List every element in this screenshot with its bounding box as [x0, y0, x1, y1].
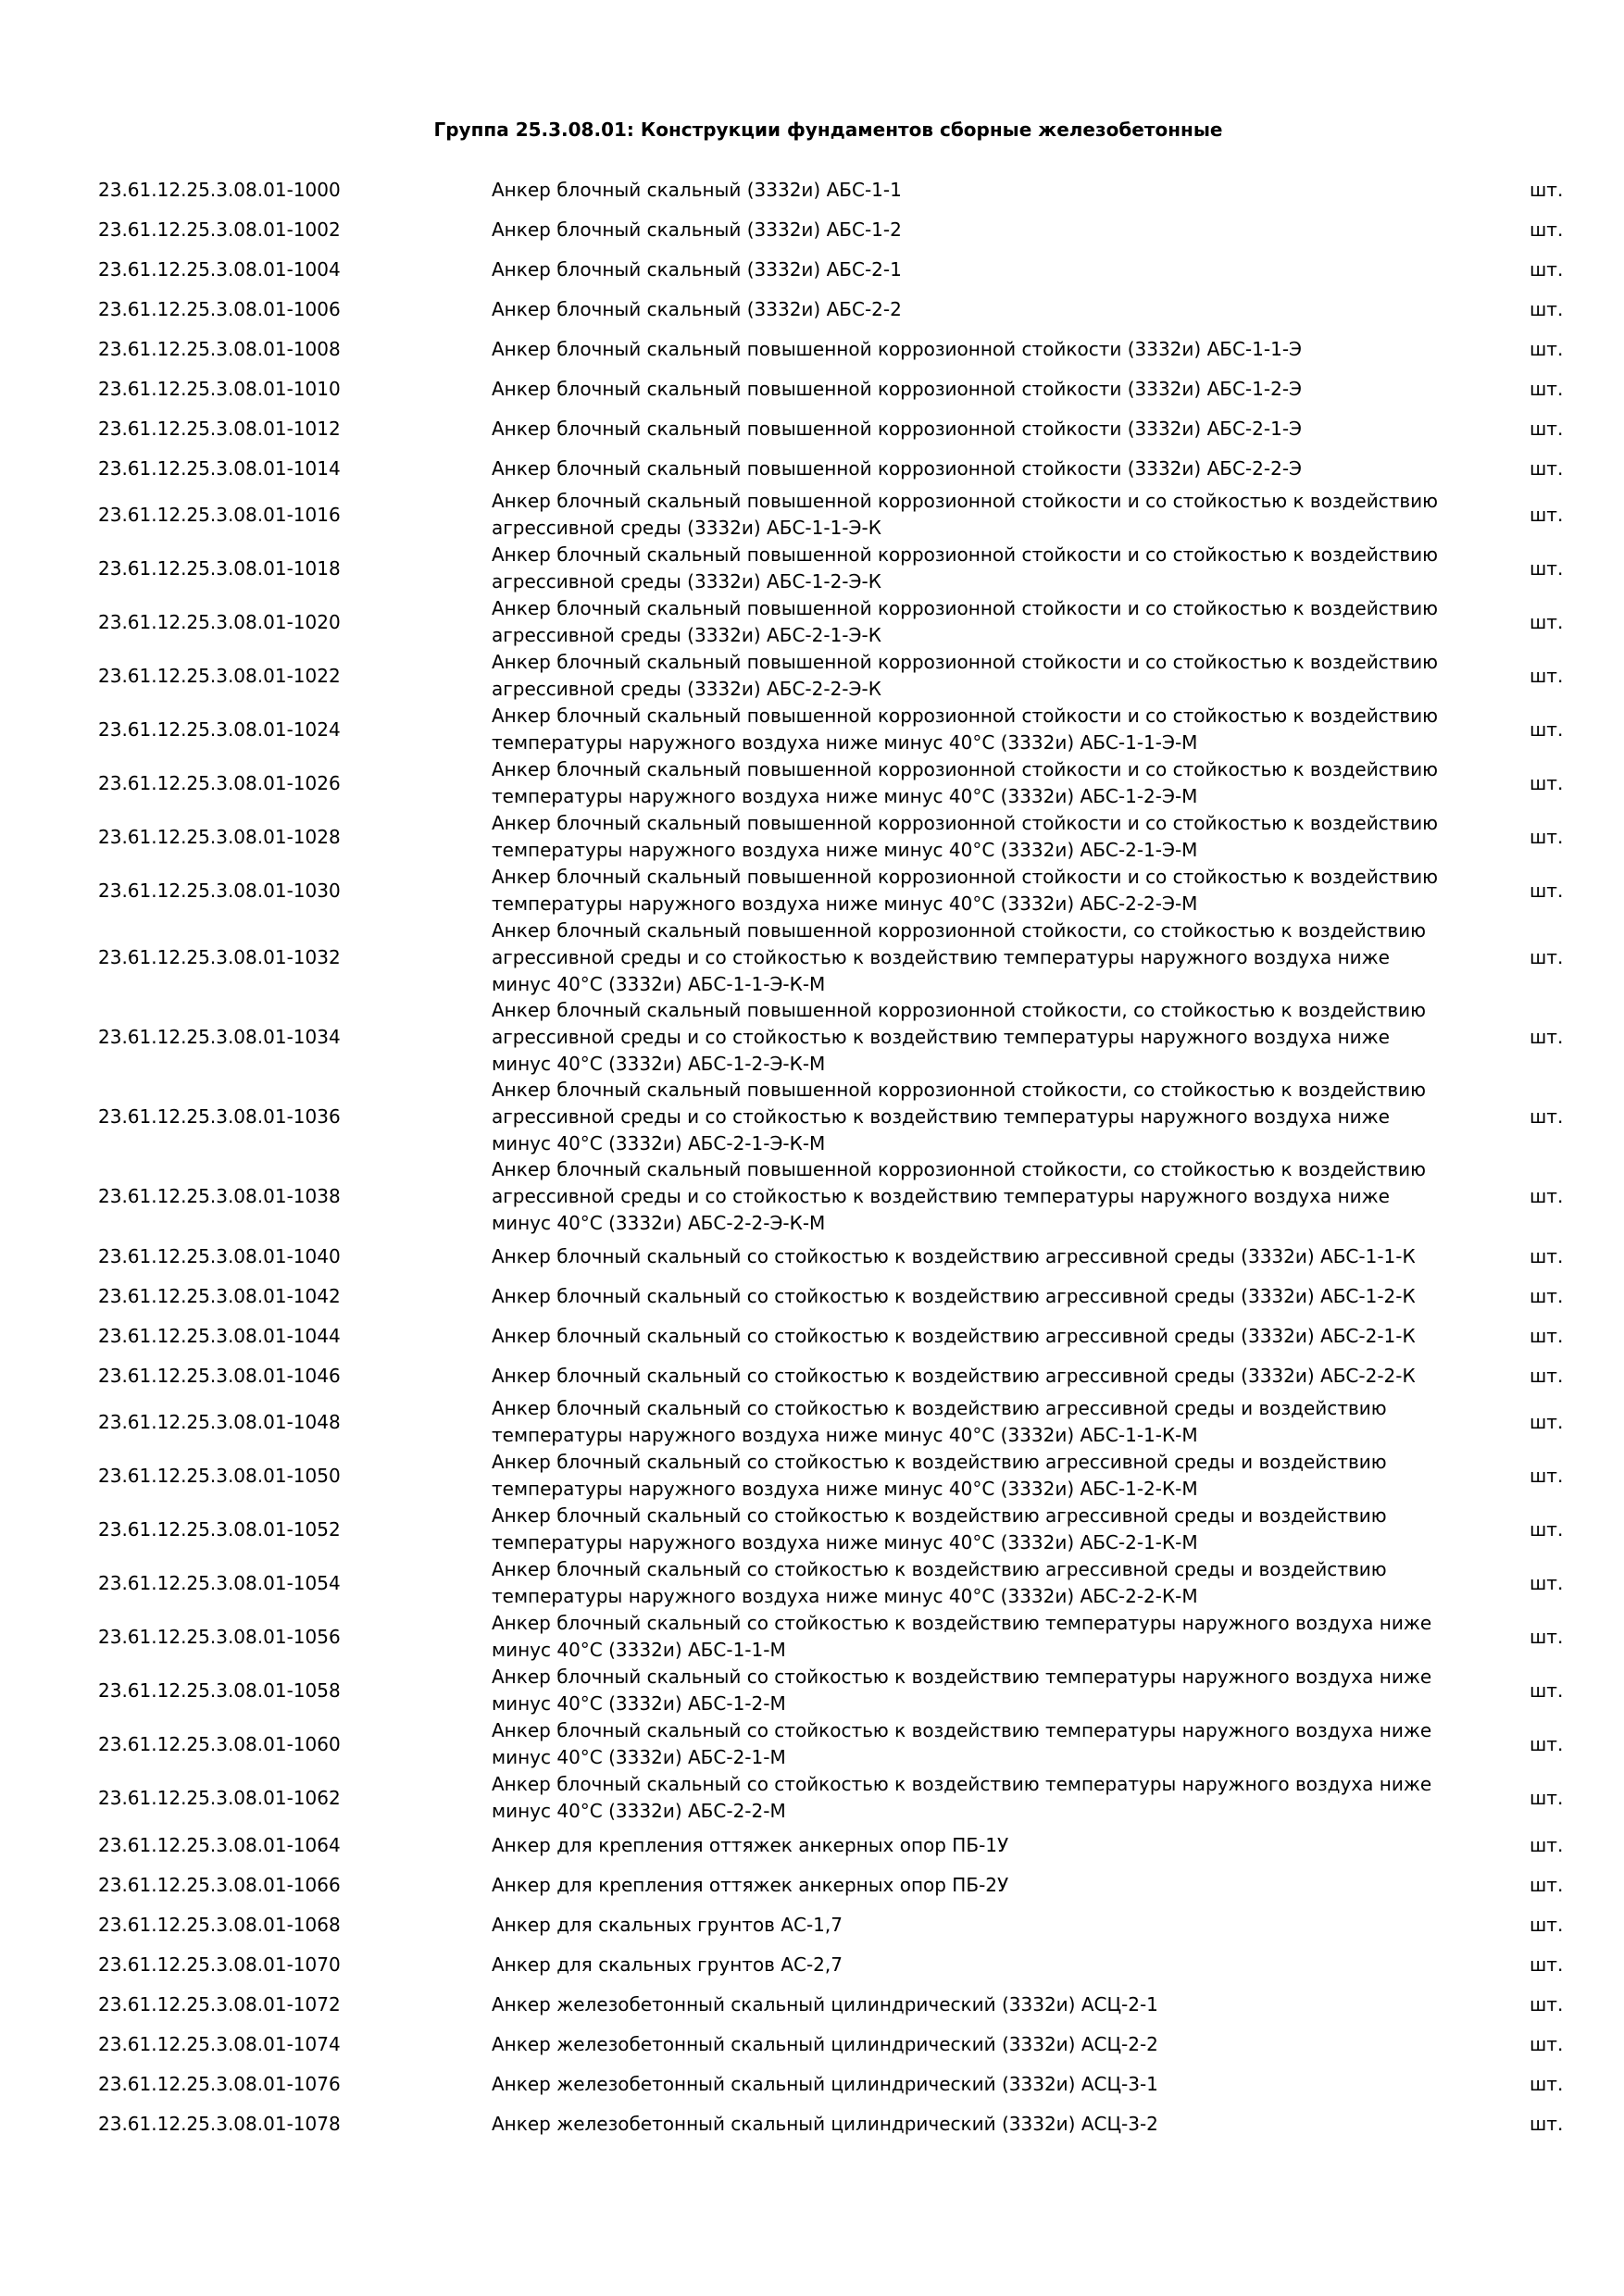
resource-name: Анкер блочный скальный со стойкостью к воздействию агрессивной среды и воздействию температуры наружного воздуха ниже минус 40°С (3332и) АБС-1-2-К-М: [492, 1451, 1387, 1500]
table-row: [0, 1717, 1624, 1771]
resource-name: Анкер блочный скальный повышенной коррозионной стойкости, со стойкостью к воздействию агрессивной среды и со стойкостью к воздействию температуры наружного воздуха ниже минус 40°С (3332и) АБС-2-1-Э-К-М: [492, 1078, 1426, 1154]
resource-unit: шт.: [1530, 456, 1564, 480]
resource-unit: шт.: [1530, 377, 1564, 400]
resource-unit: шт.: [1530, 2112, 1564, 2135]
resource-code: 23.61.12.25.3.08.01-1040: [98, 1244, 341, 1267]
resource-name: Анкер железобетонный скальный цилиндрический (3332и) АСЦ-3-2: [492, 2112, 1158, 2135]
table-row: [0, 1077, 1624, 1156]
resource-name: Анкер блочный скальный со стойкостью к воздействию агрессивной среды (3332и) АБС-1-1-К: [492, 1244, 1416, 1267]
table-row: [0, 1503, 1624, 1556]
resource-code: 23.61.12.25.3.08.01-1004: [98, 257, 341, 281]
resource-name: Анкер блочный скальный повышенной коррозионной стойкости, со стойкостью к воздействию агрессивной среды и со стойкостью к воздействию температуры наружного воздуха ниже минус 40°С (3332и) АБС-1-1-Э-К-М: [492, 918, 1426, 995]
resource-name: Анкер блочный скальный повышенной коррозионной стойкости и со стойкостью к воздействию агрессивной среды (3332и) АБС-1-1-Э-К: [492, 490, 1438, 539]
table-row: [0, 1984, 1624, 2024]
resource-name: Анкер блочный скальный со стойкостью к воздействию температуры наружного воздуха ниже минус 40°С (3332и) АБС-1-2-М: [492, 1666, 1432, 1715]
resource-unit: шт.: [1530, 417, 1564, 440]
resource-unit: шт.: [1530, 1324, 1564, 1347]
table-row: [0, 1944, 1624, 1984]
resource-code: 23.61.12.25.3.08.01-1044: [98, 1324, 341, 1347]
resource-code: 23.61.12.25.3.08.01-1062: [98, 1787, 341, 1809]
table-row: [0, 1276, 1624, 1316]
resource-code: 23.61.12.25.3.08.01-1066: [98, 1873, 341, 1896]
table-row: [0, 169, 1624, 209]
resource-name: Анкер блочный скальный повышенной коррозионной стойкости (3332и) АБС-2-1-Э: [492, 417, 1302, 440]
resource-unit: шт.: [1530, 297, 1564, 320]
table-row: [0, 1825, 1624, 1865]
table-row: [0, 703, 1624, 756]
resource-name: Анкер блочный скальный со стойкостью к воздействию агрессивной среды (3332и) АБС-2-2-К: [492, 1364, 1416, 1387]
table-row: [0, 997, 1624, 1077]
resource-name: Анкер блочный скальный со стойкостью к воздействию агрессивной среды и воздействию температуры наружного воздуха ниже минус 40°С (3332и) АБС-2-2-К-М: [492, 1558, 1387, 1607]
resource-code: 23.61.12.25.3.08.01-1074: [98, 2032, 341, 2055]
resource-code: 23.61.12.25.3.08.01-1038: [98, 1185, 341, 1207]
resource-unit: шт.: [1530, 1185, 1564, 1207]
resource-code: 23.61.12.25.3.08.01-1050: [98, 1465, 341, 1487]
table-row: [0, 1316, 1624, 1355]
resource-name: Анкер блочный скальный повышенной коррозионной стойкости и со стойкостью к воздействию температуры наружного воздуха ниже минус 40°С (3332и) АБС-2-1-Э-М: [492, 812, 1438, 861]
resource-unit: шт.: [1530, 1411, 1564, 1433]
resource-name: Анкер блочный скальный со стойкостью к воздействию температуры наружного воздуха ниже минус 40°С (3332и) АБС-2-2-М: [492, 1773, 1432, 1822]
resource-name: Анкер железобетонный скальный цилиндрический (3332и) АСЦ-2-1: [492, 1992, 1158, 2015]
resource-name: Анкер блочный скальный повышенной коррозионной стойкости и со стойкостью к воздействию температуры наружного воздуха ниже минус 40°С (3332и) АБС-2-2-Э-М: [492, 866, 1438, 915]
resource-name: Анкер блочный скальный повышенной коррозионной стойкости и со стойкостью к воздействию агрессивной среды (3332и) АБС-1-2-Э-К: [492, 543, 1438, 593]
resource-name: Анкер блочный скальный повышенной коррозионной стойкости и со стойкостью к воздействию температуры наружного воздуха ниже минус 40°С (3332и) АБС-1-2-Э-М: [492, 758, 1438, 807]
resource-unit: шт.: [1530, 1518, 1564, 1541]
resource-code: 23.61.12.25.3.08.01-1056: [98, 1626, 341, 1648]
resource-name: Анкер блочный скальный повышенной коррозионной стойкости, со стойкостью к воздействию агрессивной среды и со стойкостью к воздействию температуры наружного воздуха ниже минус 40°С (3332и) АБС-1-2-Э-К-М: [492, 998, 1426, 1075]
resource-code: 23.61.12.25.3.08.01-1018: [98, 557, 341, 580]
resource-unit: шт.: [1530, 665, 1564, 687]
resource-unit: шт.: [1530, 1992, 1564, 2015]
resource-unit: шт.: [1530, 1626, 1564, 1648]
table-row: [0, 1664, 1624, 1717]
table-row: [0, 810, 1624, 864]
resource-name: Анкер блочный скальный со стойкостью к воздействию агрессивной среды (3332и) АБС-2-1-К: [492, 1324, 1416, 1347]
resource-name: Анкер блочный скальный со стойкостью к воздействию температуры наружного воздуха ниже минус 40°С (3332и) АБС-1-1-М: [492, 1612, 1432, 1661]
resource-unit: шт.: [1530, 611, 1564, 633]
resource-code: 23.61.12.25.3.08.01-1028: [98, 826, 341, 848]
resource-unit: шт.: [1530, 1284, 1564, 1307]
resource-code: 23.61.12.25.3.08.01-1072: [98, 1992, 341, 2015]
table-row: [0, 1156, 1624, 1236]
resource-unit: шт.: [1530, 2072, 1564, 2095]
resource-name: Анкер блочный скальный повышенной коррозионной стойкости (3332и) АБС-1-1-Э: [492, 337, 1302, 360]
table-row: [0, 1904, 1624, 1944]
resource-code: 23.61.12.25.3.08.01-1022: [98, 665, 341, 687]
resource-code: 23.61.12.25.3.08.01-1042: [98, 1284, 341, 1307]
resource-code: 23.61.12.25.3.08.01-1014: [98, 456, 341, 480]
table-row: [0, 1395, 1624, 1449]
table-row: [0, 2103, 1624, 2143]
resource-name: Анкер блочный скальный со стойкостью к воздействию агрессивной среды (3332и) АБС-1-2-К: [492, 1284, 1416, 1307]
table-row: [0, 1449, 1624, 1503]
resource-name: Анкер блочный скальный со стойкостью к воздействию температуры наружного воздуха ниже минус 40°С (3332и) АБС-2-1-М: [492, 1719, 1432, 1768]
resource-name: Анкер блочный скальный повышенной коррозионной стойкости (3332и) АБС-1-2-Э: [492, 377, 1302, 400]
table-row: [0, 2064, 1624, 2103]
resource-unit: шт.: [1530, 718, 1564, 741]
resource-code: 23.61.12.25.3.08.01-1048: [98, 1411, 341, 1433]
resource-unit: шт.: [1530, 2032, 1564, 2055]
resource-code: 23.61.12.25.3.08.01-1020: [98, 611, 341, 633]
table-row: [0, 1556, 1624, 1610]
resource-unit: шт.: [1530, 1105, 1564, 1128]
resource-name: Анкер для скальных грунтов АС-2,7: [492, 1953, 843, 1976]
resource-name: Анкер блочный скальный со стойкостью к воздействию агрессивной среды и воздействию температуры наружного воздуха ниже минус 40°С (3332и) АБС-1-1-К-М: [492, 1397, 1387, 1446]
resource-unit: шт.: [1530, 178, 1564, 201]
resource-name: Анкер блочный скальный (3332и) АБС-2-2: [492, 297, 902, 320]
resource-code: 23.61.12.25.3.08.01-1076: [98, 2072, 341, 2095]
table-row: [0, 756, 1624, 810]
resource-code: 23.61.12.25.3.08.01-1006: [98, 297, 341, 320]
resource-unit: шт.: [1530, 1364, 1564, 1387]
table-row: [0, 1355, 1624, 1395]
resource-code: 23.61.12.25.3.08.01-1046: [98, 1364, 341, 1387]
resource-unit: шт.: [1530, 1733, 1564, 1755]
resource-code: 23.61.12.25.3.08.01-1078: [98, 2112, 341, 2135]
resource-code: 23.61.12.25.3.08.01-1058: [98, 1679, 341, 1702]
resource-code: 23.61.12.25.3.08.01-1024: [98, 718, 341, 741]
resource-name: Анкер блочный скальный повышенной коррозионной стойкости (3332и) АБС-2-2-Э: [492, 456, 1302, 480]
table-row: [0, 649, 1624, 703]
resource-unit: шт.: [1530, 826, 1564, 848]
resource-code: 23.61.12.25.3.08.01-1070: [98, 1953, 341, 1976]
resource-unit: шт.: [1530, 1787, 1564, 1809]
resource-name: Анкер блочный скальный (3332и) АБС-1-2: [492, 218, 902, 241]
table-row: [0, 408, 1624, 448]
resource-table: [0, 169, 1624, 2143]
table-row: [0, 329, 1624, 368]
table-row: [0, 368, 1624, 408]
resource-code: 23.61.12.25.3.08.01-1002: [98, 218, 341, 241]
resource-name: Анкер железобетонный скальный цилиндрический (3332и) АСЦ-3-1: [492, 2072, 1158, 2095]
resource-unit: шт.: [1530, 1913, 1564, 1936]
table-row: [0, 1236, 1624, 1276]
resource-name: Анкер железобетонный скальный цилиндрический (3332и) АСЦ-2-2: [492, 2032, 1158, 2055]
resource-name: Анкер блочный скальный повышенной коррозионной стойкости и со стойкостью к воздействию температуры наружного воздуха ниже минус 40°С (3332и) АБС-1-1-Э-М: [492, 705, 1438, 754]
table-row: [0, 864, 1624, 917]
resource-name: Анкер блочный скальный повышенной коррозионной стойкости и со стойкостью к воздействию агрессивной среды (3332и) АБС-2-1-Э-К: [492, 597, 1438, 646]
table-row: [0, 1610, 1624, 1664]
resource-unit: шт.: [1530, 1244, 1564, 1267]
resource-unit: шт.: [1530, 772, 1564, 794]
resource-code: 23.61.12.25.3.08.01-1060: [98, 1733, 341, 1755]
resource-unit: шт.: [1530, 1026, 1564, 1048]
resource-unit: шт.: [1530, 1873, 1564, 1896]
resource-code: 23.61.12.25.3.08.01-1032: [98, 946, 341, 968]
resource-unit: шт.: [1530, 946, 1564, 968]
table-row: [0, 249, 1624, 289]
resource-code: 23.61.12.25.3.08.01-1012: [98, 417, 341, 440]
resource-code: 23.61.12.25.3.08.01-1054: [98, 1572, 341, 1594]
table-row: [0, 209, 1624, 249]
table-row: [0, 488, 1624, 542]
resource-name: Анкер для крепления оттяжек анкерных опор ПБ-2У: [492, 1873, 1009, 1896]
table-row: [0, 542, 1624, 595]
table-row: [0, 2024, 1624, 2064]
resource-name: Анкер блочный скальный (3332и) АБС-1-1: [492, 178, 902, 201]
resource-code: 23.61.12.25.3.08.01-1016: [98, 504, 341, 526]
resource-code: 23.61.12.25.3.08.01-1026: [98, 772, 341, 794]
resource-unit: шт.: [1530, 1953, 1564, 1976]
table-row: [0, 448, 1624, 488]
table-row: [0, 595, 1624, 649]
resource-code: 23.61.12.25.3.08.01-1064: [98, 1833, 341, 1856]
resource-code: 23.61.12.25.3.08.01-1052: [98, 1518, 341, 1541]
table-row: [0, 289, 1624, 329]
resource-code: 23.61.12.25.3.08.01-1010: [98, 377, 341, 400]
resource-code: 23.61.12.25.3.08.01-1030: [98, 880, 341, 902]
resource-name: Анкер блочный скальный повышенной коррозионной стойкости, со стойкостью к воздействию агрессивной среды и со стойкостью к воздействию температуры наружного воздуха ниже минус 40°С (3332и) АБС-2-2-Э-К-М: [492, 1157, 1426, 1234]
resource-name: Анкер блочный скальный со стойкостью к воздействию агрессивной среды и воздействию температуры наружного воздуха ниже минус 40°С (3332и) АБС-2-1-К-М: [492, 1504, 1387, 1554]
resource-unit: шт.: [1530, 1572, 1564, 1594]
table-row: [0, 1865, 1624, 1904]
resource-name: Анкер блочный скальный (3332и) АБС-2-1: [492, 257, 902, 281]
table-row: [0, 917, 1624, 997]
resource-code: 23.61.12.25.3.08.01-1036: [98, 1105, 341, 1128]
resource-name: Анкер блочный скальный повышенной коррозионной стойкости и со стойкостью к воздействию агрессивной среды (3332и) АБС-2-2-Э-К: [492, 651, 1438, 700]
resource-code: 23.61.12.25.3.08.01-1068: [98, 1913, 341, 1936]
resource-unit: шт.: [1530, 257, 1564, 281]
resource-unit: шт.: [1530, 1465, 1564, 1487]
table-row: [0, 1771, 1624, 1825]
resource-unit: шт.: [1530, 1679, 1564, 1702]
resource-unit: шт.: [1530, 880, 1564, 902]
group-title: Группа 25.3.08.01: Конструкции фундаментов сборные железобетонные: [433, 119, 1223, 141]
resource-code: 23.61.12.25.3.08.01-1008: [98, 337, 341, 360]
resource-unit: шт.: [1530, 218, 1564, 241]
resource-unit: шт.: [1530, 504, 1564, 526]
resource-unit: шт.: [1530, 557, 1564, 580]
resource-unit: шт.: [1530, 337, 1564, 360]
resource-code: 23.61.12.25.3.08.01-1000: [98, 178, 341, 201]
resource-name: Анкер для скальных грунтов АС-1,7: [492, 1913, 843, 1936]
resource-unit: шт.: [1530, 1833, 1564, 1856]
resource-code: 23.61.12.25.3.08.01-1034: [98, 1026, 341, 1048]
resource-name: Анкер для крепления оттяжек анкерных опор ПБ-1У: [492, 1833, 1009, 1856]
